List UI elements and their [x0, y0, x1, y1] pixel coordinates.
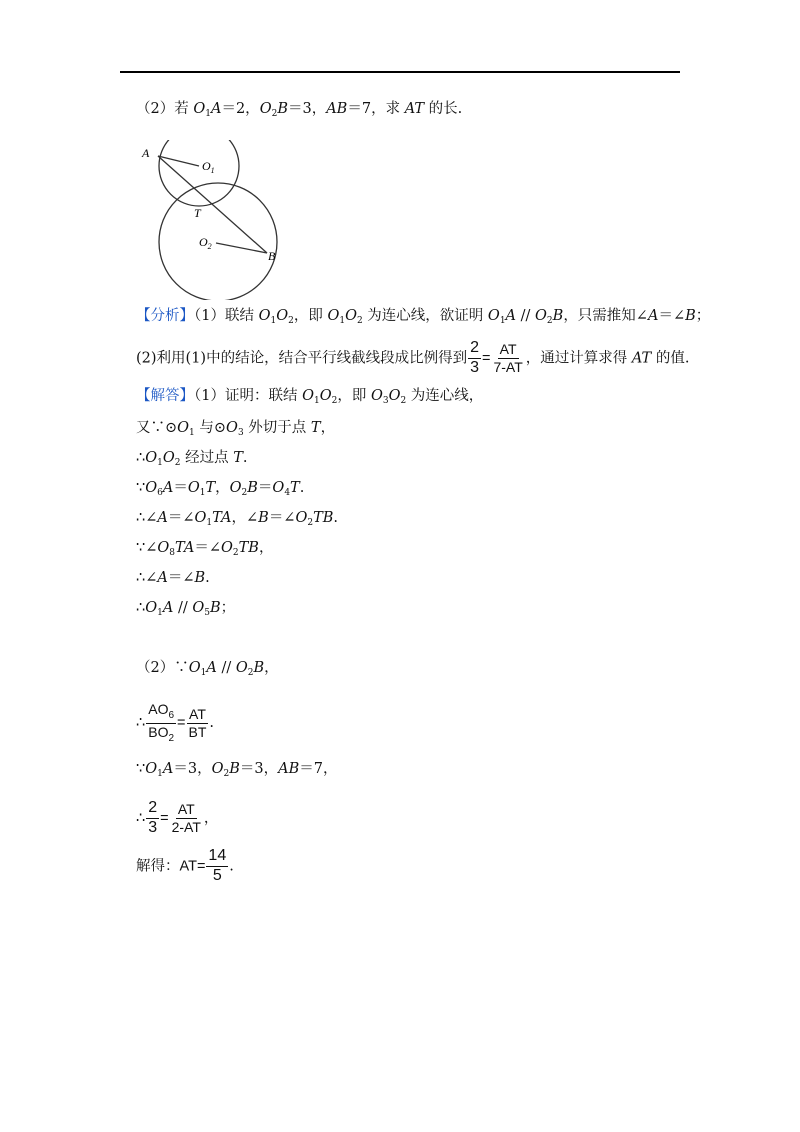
analysis-line-2: (2)利用(1)中的结论，结合平行线截线段成比例得到 $\frac{2}{3}$ = $\frac{AT}{7-AT}$ ，通过计算求得 AT 的值.	[136, 339, 690, 376]
fraction-2-3: $\frac{2}{3}$	[470, 339, 479, 376]
answer-proportion-line: ∴ $\frac{2}{3}$ = $\frac{AT}{2-AT}$ ，	[136, 799, 219, 836]
radius-o2b	[216, 243, 267, 253]
fraction-at-over-7-minus-at: $\frac{AT}{7-AT}$	[493, 341, 523, 375]
label-b: B	[268, 249, 276, 263]
answer-line-7: ∴∠A＝∠B.	[136, 570, 210, 586]
answer-line-3: $\therefore O_1O_2$ 经过点 T.	[136, 450, 248, 468]
answer-tag: 【解答】	[136, 388, 194, 404]
answer-given-line: $\because O_1A=3$，$O_2B=3$，AB＝7，	[136, 761, 338, 779]
fraction-ao-over-bo: $\frac{AO_6}{BO_2}$	[148, 701, 175, 744]
answer-part-2-line-1: $(2)\because O_1A // O_2B$，	[136, 660, 279, 678]
tangent-circles-diagram	[136, 140, 296, 300]
label-o2: $O_2$	[199, 235, 212, 251]
answer-line-5: $\therefore\angle A=\angle O_1TA$，$\angle B=\angle O_2TB$.	[136, 510, 339, 528]
label-o1: $O_1$	[202, 159, 215, 175]
label-t: T	[194, 206, 201, 220]
circle-o1	[159, 140, 239, 206]
answer-line-4: $\because O_6A=O_1T$，$O_2B=O_4T$.	[136, 480, 305, 498]
fraction-2-3-answer: $\frac{2}{3}$	[148, 799, 158, 836]
answer-line-6: $\because\angle O_8TA=\angle O_2TB$，	[136, 540, 274, 558]
fraction-at-over-bt: $\frac{AT}{BT}$	[188, 705, 207, 740]
label-a: A	[142, 146, 150, 160]
answer-ratio-line: ∴ $\frac{AO_6}{BO_2}$ = $\frac{AT}{BT}$ .	[136, 701, 214, 744]
answer-result-line: 解得：AT= $\frac{14}{5}$ .	[136, 847, 234, 884]
header-rule	[120, 71, 680, 73]
answer-line-1: 【解答】（1）证明：联结 $O_1O_2$，即 $O_3O_2$ 为连心线，	[136, 388, 484, 406]
fraction-at-over-2-minus-at: $\frac{AT}{2-AT}$	[171, 801, 201, 835]
answer-line-2: 又$\because⊙O_1$ 与$⊙O_3$ 外切于点 T，	[136, 420, 336, 438]
analysis-tag: 【分析】	[136, 308, 194, 324]
answer-line-8: $\therefore O_1A // O_5B$；	[136, 600, 236, 618]
analysis-line-1: 【分析】（1）联结 $O_1O_2$，即 $O_1O_2$ 为连心线，欲证明 $O_1A // O_2B$，只需推知∠A＝∠B；	[136, 308, 711, 326]
problem-2-statement: （2）若 $O_1A=2$，$O_2B=3$，AB＝7，求 AT 的长.	[136, 101, 463, 119]
fraction-14-over-5: $\frac{14}{5}$	[208, 847, 227, 884]
